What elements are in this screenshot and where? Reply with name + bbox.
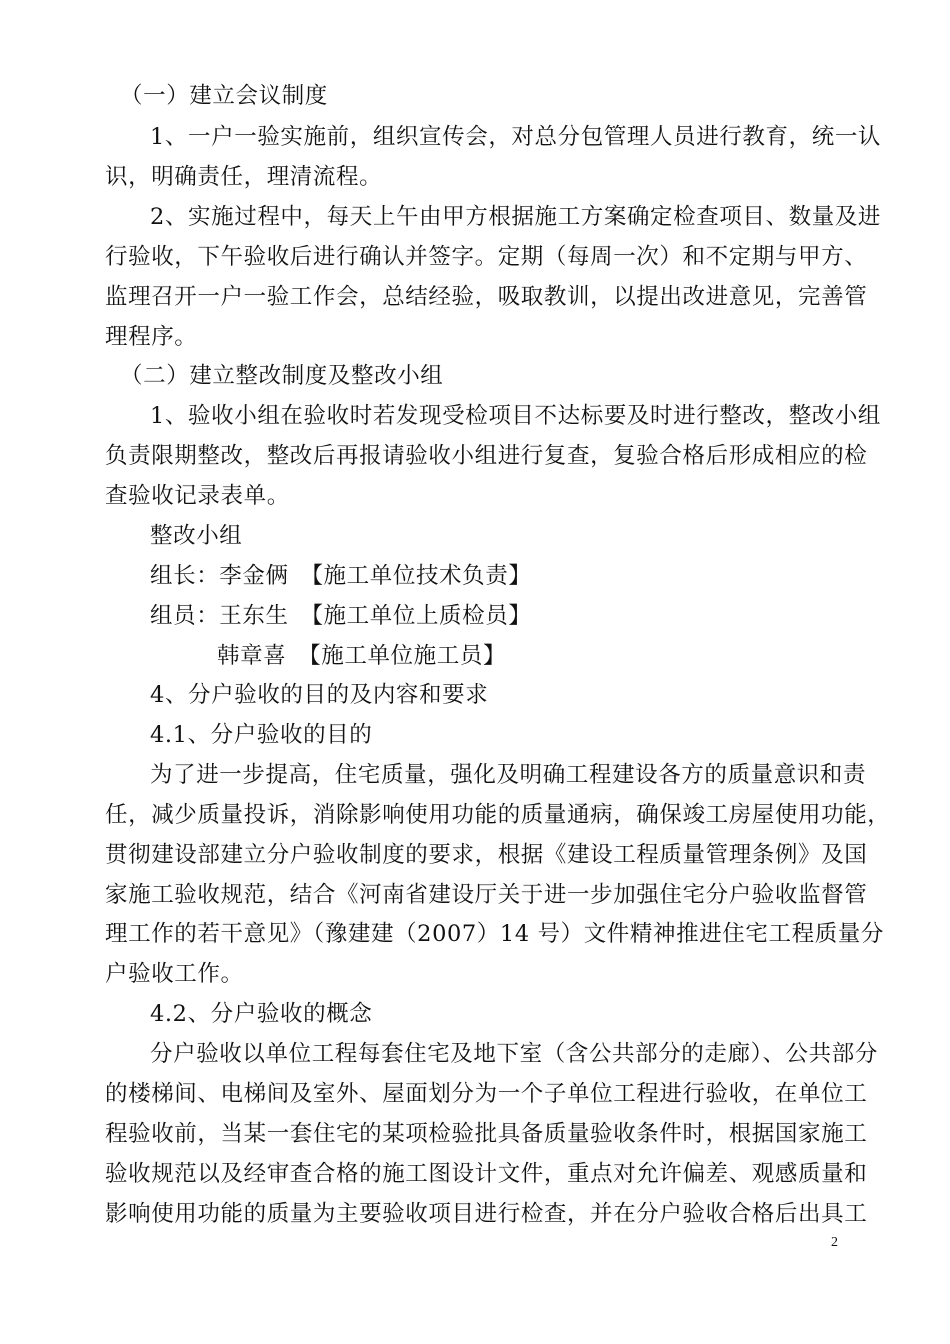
page-number: 2 [831, 1235, 838, 1250]
paragraph-line: 程验收前，当某一套住宅的某项检验批具备质量验收条件时，根据国家施工 [105, 1121, 868, 1147]
group-leader-line: 组长：李金俩 【施工单位技术负责】 [150, 563, 532, 589]
group-member-line: 韩章喜 【施工单位施工员】 [217, 643, 507, 669]
group-title: 整改小组 [150, 523, 243, 549]
paragraph-line: 的楼梯间、电梯间及室外、屋面划分为一个子单位工程进行验收，在单位工 [105, 1081, 868, 1107]
section-heading-4-1: 4.1、分户验收的目的 [150, 722, 373, 748]
section-heading-4-2: 4.2、分户验收的概念 [150, 1001, 373, 1027]
paragraph-line: 识，明确责任，理清流程。 [105, 164, 383, 190]
paragraph-line: 理程序。 [105, 324, 198, 350]
paragraph-line: 任，减少质量投诉，消除影响使用功能的质量通病，确保竣工房屋使用功能， [105, 802, 891, 828]
paragraph-line: 负责限期整改，整改后再报请验收小组进行复查，复验合格后形成相应的检 [105, 443, 868, 469]
paragraph-line: 行验收，下午验收后进行确认并签字。定期（每周一次）和不定期与甲方、 [105, 244, 868, 270]
paragraph-line: 验收规范以及经审查合格的施工图设计文件，重点对允许偏差、观感质量和 [105, 1161, 868, 1187]
paragraph-line: 影响使用功能的质量为主要验收项目进行检查，并在分户验收合格后出具工 [105, 1201, 868, 1227]
paragraph-line: 监理召开一户一验工作会，总结经验，吸取教训，以提出改进意见，完善管 [105, 284, 868, 310]
paragraph-line: 贯彻建设部建立分户验收制度的要求，根据《建设工程质量管理条例》及国 [105, 842, 868, 868]
paragraph-line: 户验收工作。 [105, 961, 244, 987]
paragraph-line: 分户验收以单位工程每套住宅及地下室（含公共部分的走廊）、公共部分 [150, 1041, 878, 1067]
paragraph-line: 理工作的若干意见》（豫建建（2007）14 号）文件精神推进住宅工程质量分 [105, 921, 884, 947]
paragraph-line: 为了进一步提高，住宅质量，强化及明确工程建设各方的质量意识和责 [150, 762, 867, 788]
paragraph-line: 查验收记录表单。 [105, 483, 290, 509]
section-heading-meeting-system: （一）建立会议制度 [120, 83, 328, 109]
paragraph-line: 2、实施过程中，每天上午由甲方根据施工方案确定检查项目、数量及进 [150, 204, 882, 230]
section-heading-rectification-system: （二）建立整改制度及整改小组 [120, 363, 444, 389]
group-member-line: 组员：王东生 【施工单位上质检员】 [150, 603, 532, 629]
paragraph-line: 1、一户一验实施前，组织宣传会，对总分包管理人员进行教育，统一认 [150, 124, 882, 150]
paragraph-line: 家施工验收规范，结合《河南省建设厅关于进一步加强住宅分户验收监督管 [105, 882, 868, 908]
section-heading-4: 4、分户验收的目的及内容和要求 [150, 682, 489, 708]
paragraph-line: 1、验收小组在验收时若发现受检项目不达标要及时进行整改，整改小组 [150, 403, 882, 429]
